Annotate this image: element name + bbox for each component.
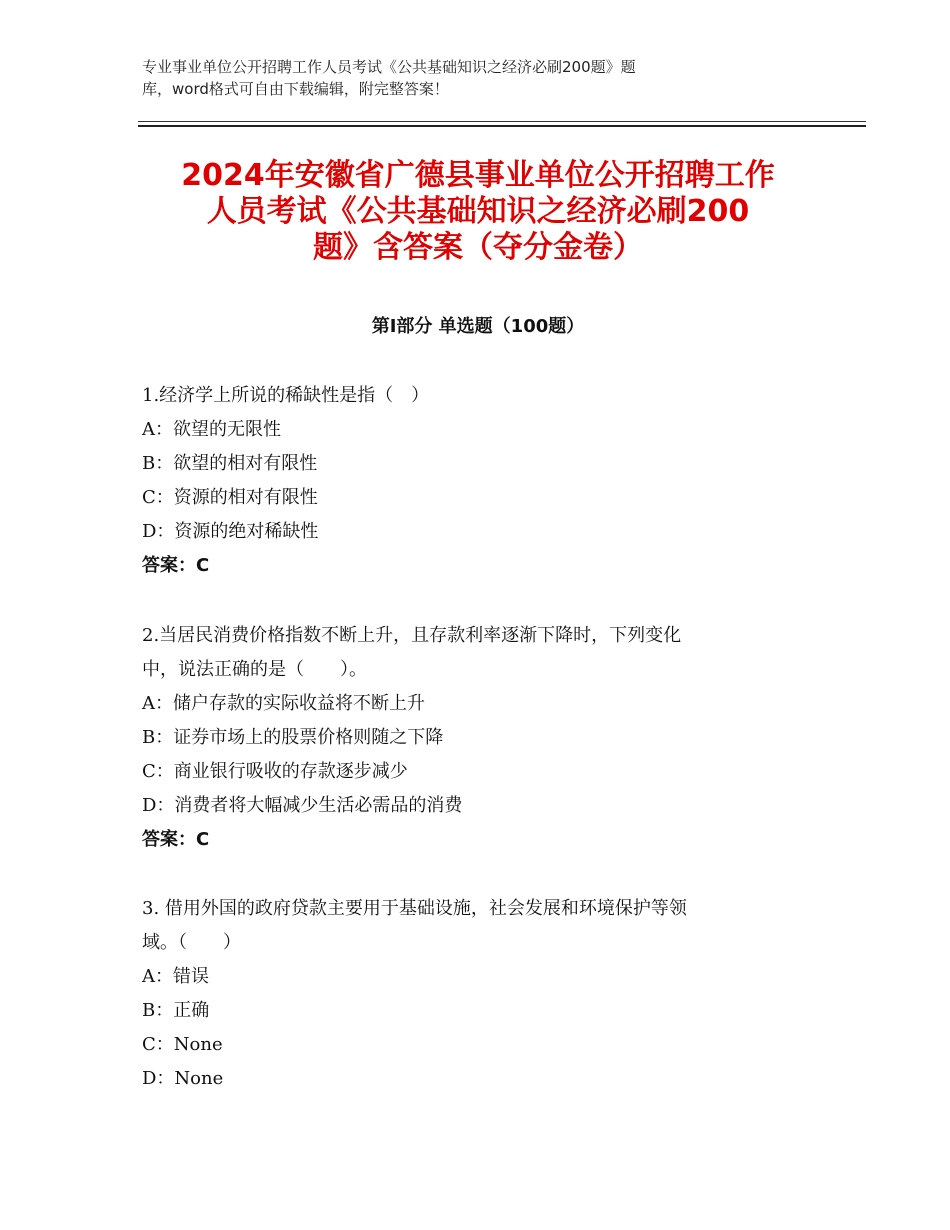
header-divider-thick (138, 125, 866, 127)
header-divider (138, 121, 866, 122)
option-c: C：商业银行吸收的存款逐步减少 (142, 761, 408, 782)
option-a: A：欲望的无限性 (142, 419, 281, 440)
question-3 (142, 892, 822, 1096)
question-text (142, 619, 822, 687)
question-line: 1.经济学上所说的稀缺性是指（ ） (142, 385, 430, 406)
option-d: D：None (142, 1068, 224, 1089)
title-line: 题》含答案（夺分金卷） (313, 230, 643, 265)
question-line: 2.当居民消费价格指数不断上升，且存款利率逐渐下降时，下列变化 (142, 625, 682, 646)
question-line: 中，说法正确的是（ ）。 (142, 659, 367, 680)
option-d: D：资源的绝对稀缺性 (142, 521, 319, 542)
option-d: D：消费者将大幅减少生活必需品的消费 (142, 795, 463, 816)
question-line: 域。（ ） (142, 932, 241, 953)
header-line: 库，word格式可自由下载编辑，附完整答案！ (142, 80, 449, 98)
question-text (142, 892, 822, 960)
option-a: A：错误 (142, 966, 209, 987)
option-a: A：储户存款的实际收益将不断上升 (142, 693, 425, 714)
title-line: 人员考试《公共基础知识之经济必刷200 (206, 194, 750, 229)
option-b: B：欲望的相对有限性 (142, 453, 318, 474)
option-c: C：None (142, 1034, 223, 1055)
question-2 (142, 619, 822, 857)
document-header-note (142, 56, 782, 100)
question-line: 3. 借用外国的政府贷款主要用于基础设施，社会发展和环境保护等领 (142, 898, 687, 919)
header-line: 专业事业单位公开招聘工作人员考试《公共基础知识之经济必刷200题》题 (142, 58, 636, 76)
option-b: B：正确 (142, 1000, 210, 1021)
answer: 答案：C (142, 555, 210, 576)
section-heading: 第Ⅰ部分 单选题（100题） (371, 316, 585, 337)
page-title (138, 158, 818, 266)
option-c: C：资源的相对有限性 (142, 487, 318, 508)
title-line: 2024年安徽省广德县事业单位公开招聘工作 (181, 158, 775, 193)
option-b: B：证券市场上的股票价格则随之下降 (142, 727, 444, 748)
question-1 (142, 379, 822, 583)
answer: 答案：C (142, 829, 210, 850)
question-text (142, 379, 822, 413)
